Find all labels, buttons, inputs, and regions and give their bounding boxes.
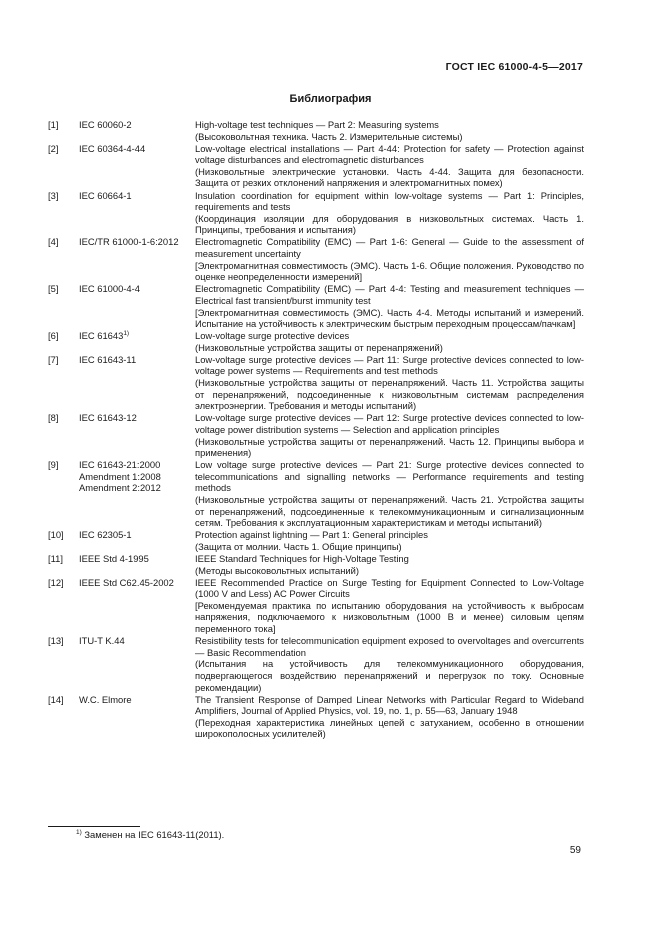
page-number: 59 (569, 845, 581, 856)
standard-code-line (79, 236, 214, 248)
entry-title-original: Protection against lightning — Part 1: General principles (195, 529, 428, 541)
entry-standard-code (79, 459, 214, 494)
entry-title-original: High-voltage test techniques — Part 2: Measuring systems (195, 119, 439, 130)
bibliography-entry (48, 143, 584, 189)
bibliography-entry (48, 412, 584, 458)
entry-standard-code (79, 553, 214, 565)
standard-code-text: IEC 61643-11 (79, 353, 137, 365)
footnote-marker: 1) (76, 829, 82, 836)
standard-code-text: IEC 61000-4-4 (79, 283, 140, 295)
entry-standard-code (79, 529, 214, 541)
entry-number: [3] (48, 189, 59, 201)
entry-standard-code (79, 236, 214, 248)
entry-title-translation: (Низковольтные устройства защиты от перенапряжений. Часть 21. Устройства защиты от перенапряжений, подсоединенные к телекоммуникационным и сигнализационным сетям. Требования к эксплуатационным характеристикам и методы испытаний) (195, 494, 584, 529)
standard-code-text: IEC/TR 61000-1-6:2012 (79, 236, 179, 248)
entry-standard-code (79, 190, 214, 202)
page-title: Библиография (289, 93, 372, 105)
entry-title-original: Low-voltage surge protective devices — Part 12: Surge protective devices connected to low-voltage power distribution systems — Selection and application principles (195, 412, 584, 435)
entry-title-translation: [Электромагнитная совместимость (ЭМС). Часть 1-6. Общие положения. Руководство по оценке неопределенности измерений] (195, 259, 584, 283)
bibliography-entry (48, 694, 584, 740)
standard-code-text: IEC 60364-4-44 (79, 142, 146, 154)
footnote-text: Заменен на IEC 61643-11(2011). (81, 829, 225, 840)
entry-title (195, 459, 584, 529)
entry-title (195, 119, 584, 142)
entry-title-original: Electromagnetic Compatibility (EMC) — Part 1-6: General — Guide to the assessment of measurement uncertainty (195, 236, 584, 260)
entry-number: [14] (48, 693, 64, 705)
entry-standard-code (79, 635, 214, 647)
bibliography-entry (48, 119, 584, 142)
standard-code-line (79, 635, 214, 647)
entry-title (195, 577, 584, 635)
standard-code-text: IEEE Std 4-1995 (79, 552, 149, 564)
footnote-reference: 1) (123, 330, 130, 338)
entry-title (195, 143, 584, 189)
bibliography-entry (48, 529, 584, 552)
entry-title-translation: (Испытания на устойчивость для телекоммуникационного оборудования, подвергающегося воздействию перенапряжений и перегрузок по току. Основные рекомендации) (195, 658, 584, 693)
standard-code-line (79, 119, 214, 131)
standard-code-text: IEC 62305-1 (79, 529, 132, 541)
entry-title-translation: [Электромагнитная совместимость (ЭМС). Часть 4-4. Методы испытаний и измерений. Испытание на устойчивость к электрическим быстрым переходным процессам/пачкам] (195, 306, 584, 330)
standard-code-text: IEC 60664-1 (79, 189, 132, 201)
entry-title-translation: (Координация изоляции для оборудования в низковольтных системах. Часть 1. Принципы, требования и испытания) (195, 212, 584, 236)
entry-standard-code (79, 283, 214, 295)
bibliography-entry (48, 354, 584, 412)
entry-number: [2] (48, 142, 59, 154)
entry-title-translation: (Низковольтные электрические установки. Часть 4-44. Защита для безопасности. Защита от резких отклонений напряжения и электромагнитных помех) (195, 165, 584, 189)
entry-title-translation: (Низковольтные устройства защиты от перенапряжений. Часть 12. Принципы выбора и применения) (195, 435, 584, 459)
standard-code-line (79, 471, 214, 483)
bibliography-entry (48, 635, 584, 693)
entry-title-original: Electromagnetic Compatibility (EMC) — Part 4-4: Testing and measurement techniques — Electrical fast transient/burst immunity test (195, 283, 584, 306)
standard-code-text: ITU-T K.44 (79, 635, 125, 647)
standard-code-line (79, 354, 214, 366)
entry-standard-code (79, 330, 214, 342)
entry-standard-code (79, 694, 214, 706)
standard-code-text: Amendment 2:2012 (79, 482, 161, 494)
standard-code-line (79, 553, 214, 565)
entry-title-original: IEEE Recommended Practice on Surge Testing for Equipment Connected to Low-Voltage (1000 V and Less) AC Power Circuits (195, 576, 584, 600)
standard-code-line (79, 412, 214, 424)
entry-title (195, 529, 584, 552)
entry-number: [7] (48, 353, 59, 365)
footnote-divider (48, 826, 140, 827)
standard-code-text: Amendment 1:2008 (79, 470, 161, 482)
bibliography-entry (48, 236, 584, 282)
entry-title-original: Resistibility tests for telecommunication equipment exposed to overvoltages and overcurrents — Basic Recommendation (195, 635, 584, 658)
entry-title-translation: (Защита от молнии. Часть 1. Общие принципы) (195, 540, 402, 552)
standard-code-line (79, 482, 214, 494)
entry-title (195, 283, 584, 329)
entry-title (195, 354, 584, 412)
entry-standard-code (79, 412, 214, 424)
footnote (76, 829, 224, 840)
standard-code-text: IEC 61643-21:2000 (79, 459, 161, 471)
standard-code-line (79, 330, 214, 342)
entry-title (195, 330, 584, 353)
standard-code-line (79, 577, 214, 589)
entry-title-original: The Transient Response of Damped Linear Networks with Particular Regard to Wideband Amplifiers, Journal of Applied Physics, vol. 19, no. 1, p. 55—63, January 1948 (195, 693, 584, 717)
entry-title (195, 694, 584, 740)
entry-title (195, 190, 584, 236)
entry-number: [10] (48, 529, 64, 541)
entry-title-original: Low voltage surge protective devices — Part 21: Surge protective devices connected to telecommunications and signalling networks — Performance requirements and testing methods (195, 459, 584, 494)
entry-title-translation: (Низковольтные устройства защиты от перенапряжений) (195, 341, 443, 353)
entry-title-original: IEEE Standard Techniques for High-Voltage Testing (195, 552, 409, 564)
standard-code-line (79, 459, 214, 471)
standard-code-line (79, 143, 214, 155)
entry-title-original: Low-voltage surge protective devices (195, 330, 350, 342)
standard-code-text: IEC 61643-12 (79, 412, 137, 424)
entry-title-translation: [Рекомендуемая практика по испытанию оборудования на устойчивость к выбросам напряжения, подключаемого к низковольтным (1000 В и менее) силовым цепям переменного тока] (195, 599, 584, 635)
bibliography-entry (48, 330, 584, 353)
bibliography-entry (48, 190, 584, 236)
entry-title-translation: (Переходная характеристика линейных цепей с затуханием, особенно в отношении широкополосных усилителей) (195, 716, 584, 740)
standard-code-line (79, 283, 214, 295)
entry-number: [12] (48, 576, 64, 588)
entry-title (195, 236, 584, 282)
entry-title-translation: (Методы высоковольтных испытаний) (195, 564, 360, 576)
entry-title (195, 553, 584, 576)
standard-code-line (79, 694, 214, 706)
entry-title-original: Low-voltage electrical installations — Part 4-44: Protection for safety — Protection against voltage disturbances and electromagnetic disturbances (195, 142, 584, 166)
bibliography-entry (48, 553, 584, 576)
standard-code-text: IEC 60060-2 (79, 119, 132, 130)
bibliography-list (48, 119, 584, 740)
entry-number: [11] (48, 552, 63, 564)
entry-number: [6] (48, 330, 59, 342)
entry-standard-code (79, 577, 214, 589)
entry-standard-code (79, 143, 214, 155)
entry-title-translation: (Низковольтные устройства защиты от перенапряжений. Часть 11. Устройства защиты от перенапряжений, подсоединенные к низковольтным системам распределения электроэнергии. Требования и методы испытаний) (195, 377, 584, 412)
entry-number: [5] (48, 283, 59, 295)
entry-title-original: Insulation coordination for equipment within low-voltage systems — Part 1: Principles, requirements and tests (195, 189, 584, 213)
entry-number: [13] (48, 635, 64, 647)
standard-code-line (79, 529, 214, 541)
entry-standard-code (79, 119, 214, 131)
standard-code-text: IEC 61643 (79, 330, 124, 342)
standard-header: ГОСТ IEC 61000-4-5—2017 (445, 61, 583, 73)
entry-title-translation: (Высоковольтная техника. Часть 2. Измерительные системы) (195, 130, 463, 142)
entry-number: [4] (48, 236, 59, 248)
entry-title (195, 635, 584, 693)
bibliography-entry (48, 577, 584, 635)
entry-number: [1] (48, 119, 59, 130)
entry-title-original: Low-voltage surge protective devices — Part 11: Surge protective devices connected to low-voltage power systems — Requirements and test methods (195, 353, 584, 377)
entry-number: [9] (48, 459, 59, 471)
entry-number: [8] (48, 412, 59, 424)
bibliography-entry (48, 283, 584, 329)
entry-title (195, 412, 584, 458)
entry-standard-code (79, 354, 214, 366)
standard-code-text: W.C. Elmore (79, 693, 132, 705)
standard-code-line (79, 190, 214, 202)
standard-code-text: IEEE Std C62.45-2002 (79, 576, 174, 588)
bibliography-entry (48, 459, 584, 529)
